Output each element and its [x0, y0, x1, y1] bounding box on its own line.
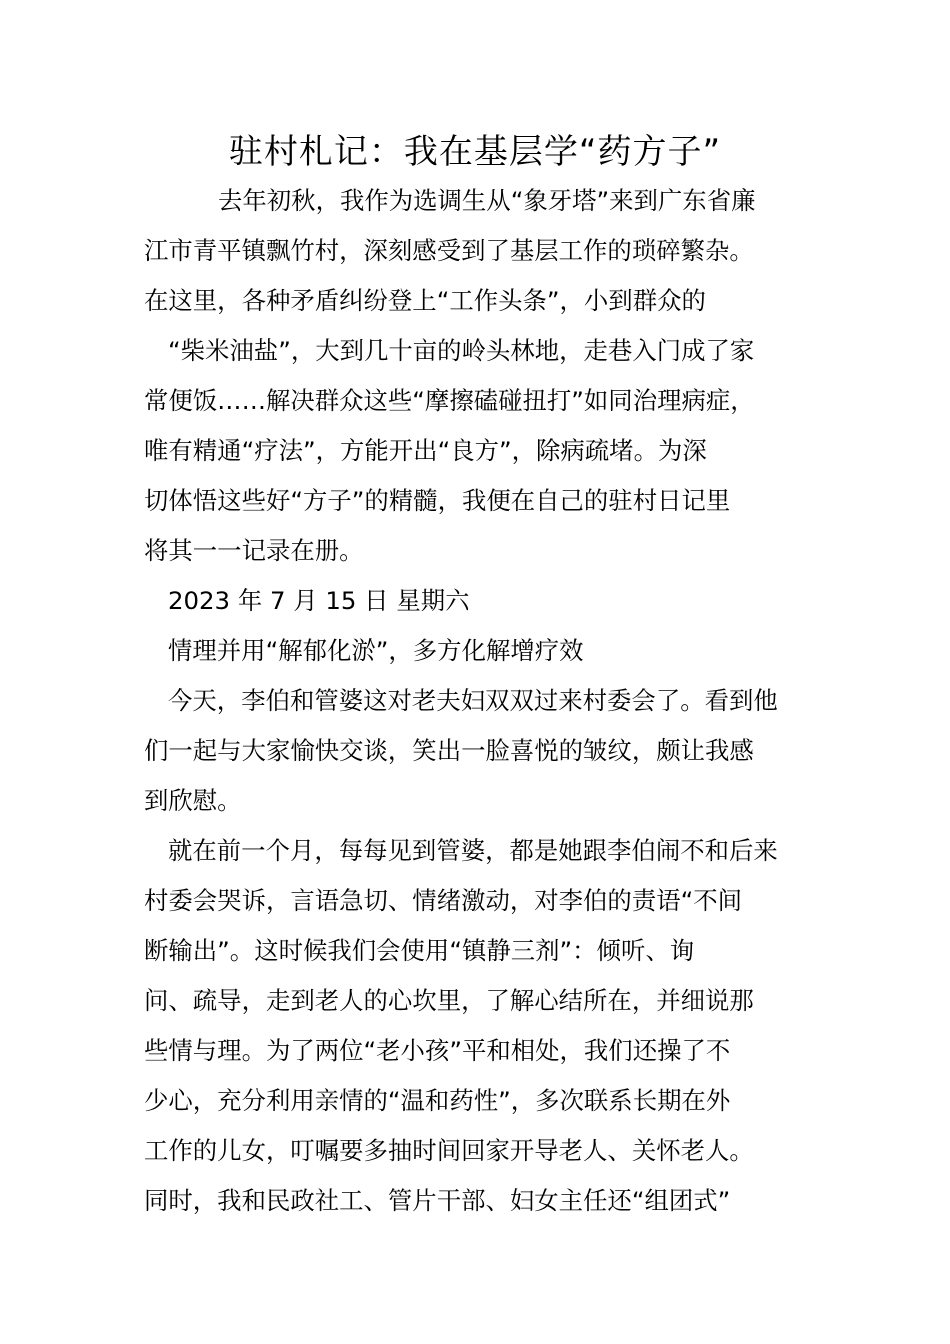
- text-line: 江市青平镇飘竹村，深刻感受到了基层工作的琐碎繁杂。: [144, 236, 754, 265]
- text-line: 常便饭……解决群众这些“摩擦磕碰扭打”如同治理病症，: [144, 386, 755, 415]
- text-line: 就在前一个月，每每见到管婆，都是她跟李伯闹不和后来: [168, 836, 778, 865]
- text-line: 村委会哭诉，言语急切、情绪激动，对李伯的责语“不间: [144, 886, 743, 915]
- text-line: “柴米油盐”，大到几十亩的岭头林地，走巷入门成了家: [168, 336, 755, 365]
- text-line: 少心，充分利用亲情的“温和药性”，多次联系长期在外: [144, 1086, 731, 1115]
- text-line: 去年初秋，我作为选调生从“象牙塔”来到广东省廉: [218, 186, 756, 215]
- section-heading: 情理并用“解郁化淤”，多方化解增疗效: [168, 636, 584, 665]
- text-line: 唯有精通“疗法”，方能开出“良方”，除病疏堵。为深: [144, 436, 707, 465]
- document-body: [144, 176, 808, 1226]
- text-line: 问、疏导，走到老人的心坎里，了解心结所在，并细说那: [144, 986, 754, 1015]
- text-line: 们一起与大家愉快交谈，笑出一脸喜悦的皱纹，颇让我感: [144, 736, 754, 765]
- text-line: 工作的儿女，叮嘱要多抽时间回家开导老人、关怀老人。: [144, 1136, 754, 1165]
- text-line: 些情与理。为了两位“老小孩”平和相处，我们还操了不: [144, 1036, 731, 1065]
- document-title: 驻村札记：我在基层学“药方子”: [228, 132, 722, 172]
- text-line: 切体悟这些好“方子”的精髓，我便在自己的驻村日记里: [144, 486, 731, 515]
- text-line: 将其一一记录在册。: [144, 536, 364, 565]
- date-line: 2023 年 7 月 15 日 星期六: [168, 586, 470, 615]
- text-line: 在这里，各种矛盾纠纷登上“工作头条”，小到群众的: [144, 286, 706, 315]
- text-line: 同时，我和民政社工、管片干部、妇女主任还“组团式”: [144, 1186, 731, 1215]
- text-line: 断输出”。这时候我们会使用“镇静三剂”：倾听、询: [144, 936, 695, 965]
- text-line: 今天，李伯和管婆这对老夫妇双双过来村委会了。看到他: [168, 686, 778, 715]
- text-line: 到欣慰。: [144, 786, 242, 815]
